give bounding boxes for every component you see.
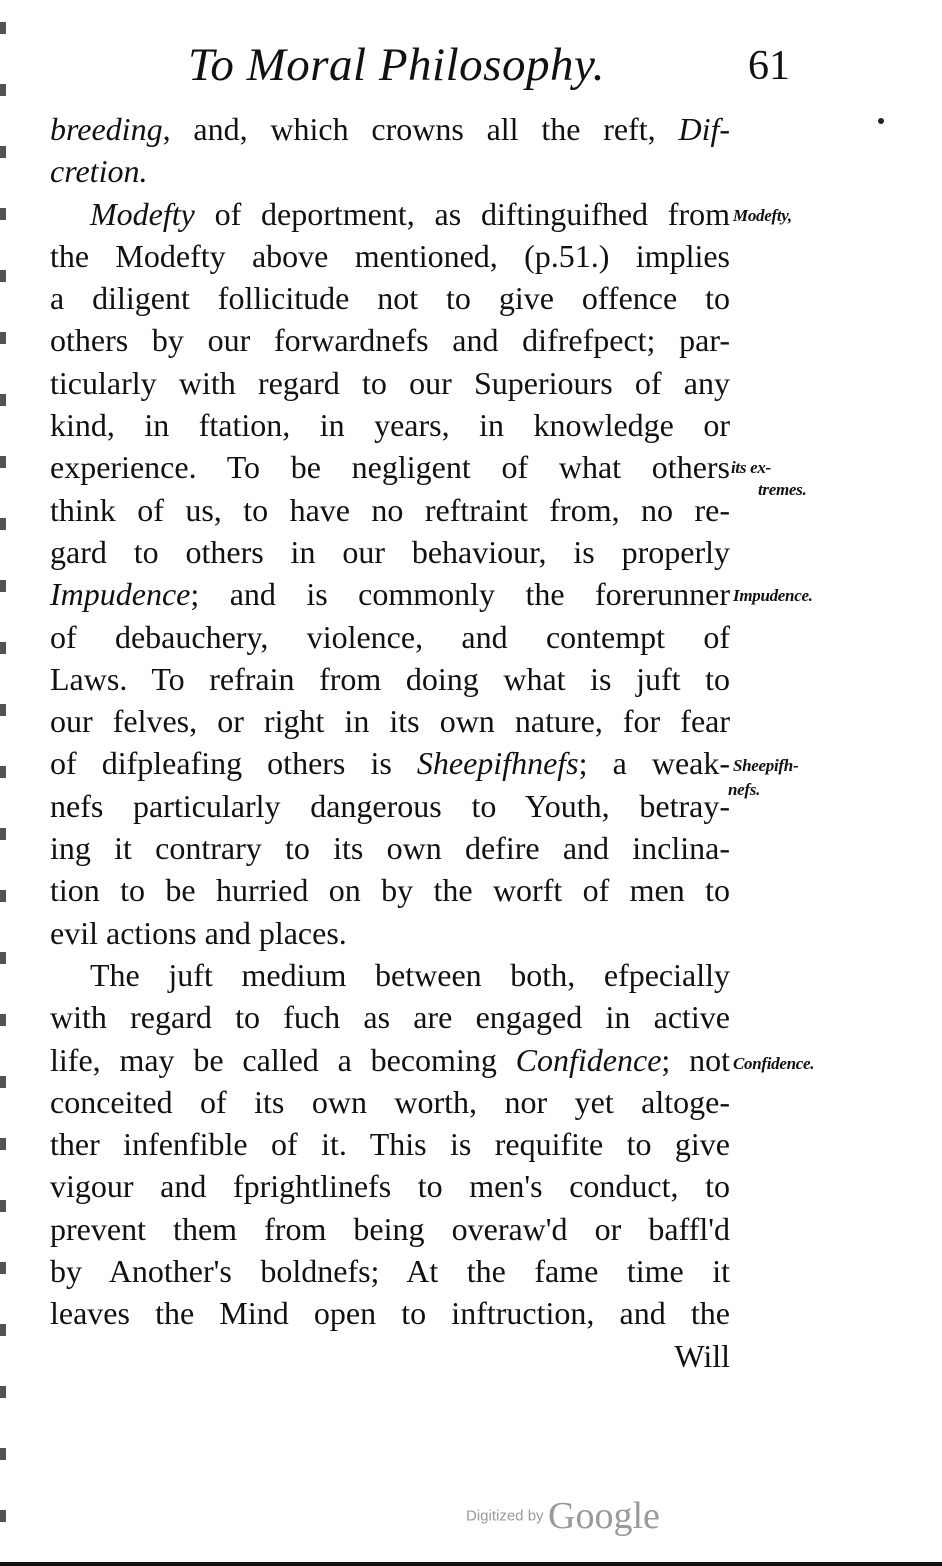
watermark-brand: Google [548,1495,660,1537]
watermark-prefix: Digitized by [466,1507,544,1525]
text-line: kind, in ftation, in years, in knowledge or [50,407,730,444]
catchword: Will [674,1337,730,1374]
page-header [0,38,942,98]
text-line: evil actions and places. [50,914,347,951]
text-line: life, may be called a becoming Confidence; not [50,1041,731,1078]
text-line: think of us, to have no reftraint from, no re- [50,491,730,528]
text-line: leaves the Mind open to inftruction, and the [50,1295,730,1332]
text-line: of difpleafing others is Sheepifhnefs; a weak- [50,745,731,782]
page-edge-shadow [0,0,6,1566]
text-line: breeding, and, which crowns all the reft, Dif- [50,111,730,147]
body-text [50,108,730,1377]
text-line: by Another's boldnefs; At the fame time it [50,1253,730,1290]
text-line: experience. To be negligent of what others [50,449,730,486]
digitization-watermark [466,1494,660,1538]
text-line: with regard to fuch as are engaged in active [50,999,730,1036]
margin-note-extremes: its ex- [731,458,771,477]
margin-note-confidence: Confidence. [733,1054,815,1073]
text-line: our felves, or right in its own nature, for fear [50,703,730,740]
text-line: nefs particularly dangerous to Youth, betray- [50,787,730,824]
text-line: tion to be hurried on by the worft of men to [50,872,730,909]
margin-note-extremes-cont: tremes. [758,480,807,499]
paragraph-start: The juft medium between both, efpecially [90,956,730,993]
paragraph-start: Modefty of deportment, as diftinguifhed from [90,195,730,232]
text-line: a diligent follicitude not to give offence to [50,280,730,317]
text-line: the Modefty above mentioned, (p.51.) implies [50,237,730,274]
text-line: Laws. To refrain from doing what is juft to [50,660,730,697]
text-line: ing it contrary to its own defire and inclina- [50,830,730,867]
margin-note-sheepishness: Sheepifh- [733,756,799,775]
text-line: of debauchery, violence, and contempt of [50,618,730,655]
margin-note-modesty: Modefty, [733,206,792,225]
ink-speck [878,118,884,124]
margin-note-impudence: Impudence. [733,586,813,605]
page-bottom-edge [0,1562,942,1566]
text-line: ther infenfible of it. This is requifite to give [50,1126,730,1163]
running-head: To Moral Philosophy. [188,39,605,91]
page-number: 61 [748,43,790,89]
margin-note-sheepishness-cont: nefs. [728,780,761,799]
text-line: Impudence; and is commonly the forerunner [50,576,730,613]
text-line: conceited of its own worth, nor yet altoge- [50,1083,730,1120]
text-line: ticularly with regard to our Superiours of any [50,364,730,401]
text-line: cretion. [50,153,148,190]
text-line: vigour and fprightlinefs to men's conduct, to [50,1168,730,1205]
text-line: others by our forwardnefs and difrefpect; par- [50,322,730,359]
text-line: gard to others in our behaviour, is properly [50,533,730,570]
text-line: prevent them from being overaw'd or baffl'd [50,1210,730,1247]
